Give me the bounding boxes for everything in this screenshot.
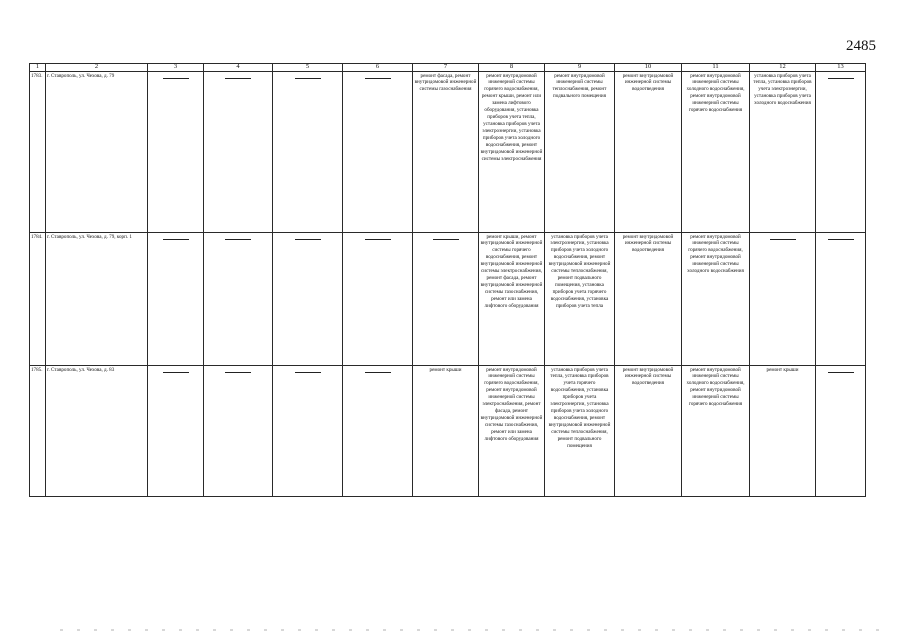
table-row (30, 71, 866, 232)
work-cell: установка приборов учета тепла, установка приборов учета горячего водоснабжения, установка приборов учета электроэнергии, установка приборов учета холодного водоснабжения, ремонт внутридомовой инженерной системы теплоснабжения, ремонт подвального помещения (545, 365, 615, 496)
work-cell: ремонт внутридомовой инженерной системы горячего водоснабжения, ремонт крыши, ремонт или замена лифтового оборудования, установка приборов учета тепла, установка приборов учета электроэнергии, установка приборов учета холодного водоснабжения, ремонт внутридомовой инженерной системы электроснабжения (479, 71, 545, 232)
work-cell: ремонт крыши (413, 365, 479, 496)
scan-artifact (60, 629, 890, 631)
column-header: 10 (615, 64, 682, 72)
empty-cell-dash (816, 71, 866, 232)
empty-cell-dash (750, 232, 816, 365)
column-header: 5 (273, 64, 343, 72)
column-header: 2 (46, 64, 148, 72)
empty-cell-dash (273, 71, 343, 232)
row-number: 1783. (30, 71, 46, 232)
work-cell: ремонт внутридомовой инженерной системы горячего водоснабжения, ремонт внутридомовой инженерной системы электроснабжения, ремонт фасада, ремонт внутридомовой инженерной системы газоснабжения, ремонт или замена лифтового оборудования (479, 365, 545, 496)
column-header: 6 (343, 64, 413, 72)
empty-cell-dash (343, 365, 413, 496)
work-cell: ремонт фасада, ремонт внутридомовой инженерной системы газоснабжения (413, 71, 479, 232)
empty-cell-dash (816, 365, 866, 496)
empty-cell-dash (204, 71, 273, 232)
repair-schedule-table (29, 63, 866, 497)
empty-cell-dash (816, 232, 866, 365)
row-number: 1785. (30, 365, 46, 496)
column-number-row (30, 64, 866, 72)
empty-cell-dash (343, 71, 413, 232)
column-header: 13 (816, 64, 866, 72)
table-row (30, 232, 866, 365)
work-cell: ремонт крыши (750, 365, 816, 496)
row-number: 1784. (30, 232, 46, 365)
column-header: 8 (479, 64, 545, 72)
work-cell: установка приборов учета тепла, установка приборов учета электроэнергии, установка приборов учета холодного водоснабжения (750, 71, 816, 232)
address-cell: г. Ставрополь, ул. Чехова, д. 79, корп. 1 (46, 232, 148, 365)
empty-cell-dash (273, 232, 343, 365)
table-row (30, 365, 866, 496)
column-header: 4 (204, 64, 273, 72)
column-header: 12 (750, 64, 816, 72)
work-cell: ремонт внутридомовой инженерной системы холодного водоснабжения, ремонт внутридомовой инженерной системы горячего водоснабжения (682, 365, 750, 496)
work-cell: ремонт внутридомовой инженерной системы водоотведения (615, 232, 682, 365)
empty-cell-dash (343, 232, 413, 365)
work-cell: ремонт внутридомовой инженерной системы водоотведения (615, 71, 682, 232)
column-header: 7 (413, 64, 479, 72)
work-cell: ремонт крыши, ремонт внутридомовой инженерной системы горячего водоснабжения, ремонт внутридомовой инженерной системы электроснабжения, ремонт фасада, ремонт внутридомовой инженерной системы газоснабжения, ремонт или замена лифтового оборудования (479, 232, 545, 365)
column-header: 3 (148, 64, 204, 72)
address-cell: г. Ставрополь, ул. Чехова, д. 83 (46, 365, 148, 496)
empty-cell-dash (413, 232, 479, 365)
column-header: 9 (545, 64, 615, 72)
empty-cell-dash (148, 365, 204, 496)
work-cell: установка приборов учета электроэнергии, установка приборов учета холодного водоснабжения, ремонт внутридомовой инженерной системы теплоснабжения, ремонт подвального помещения, установка приборов учета горячего водоснабжения, установка приборов учета тепла (545, 232, 615, 365)
empty-cell-dash (148, 71, 204, 232)
column-header: 11 (682, 64, 750, 72)
empty-cell-dash (204, 232, 273, 365)
work-cell: ремонт внутридомовой инженерной системы холодного водоснабжения, ремонт внутридомовой инженерной системы горячего водоснабжения (682, 71, 750, 232)
address-cell: г. Ставрополь, ул. Чехова, д. 79 (46, 71, 148, 232)
work-cell: ремонт внутридомовой инженерной системы теплоснабжения, ремонт подвального помещения (545, 71, 615, 232)
work-cell: ремонт внутридомовой инженерной системы горячего водоснабжения, ремонт внутридомовой инженерной системы холодного водоснабжения (682, 232, 750, 365)
work-cell: ремонт внутридомовой инженерной системы водоотведения (615, 365, 682, 496)
empty-cell-dash (273, 365, 343, 496)
page-number: 2485 (846, 38, 876, 54)
empty-cell-dash (204, 365, 273, 496)
empty-cell-dash (148, 232, 204, 365)
column-header: 1 (30, 64, 46, 72)
